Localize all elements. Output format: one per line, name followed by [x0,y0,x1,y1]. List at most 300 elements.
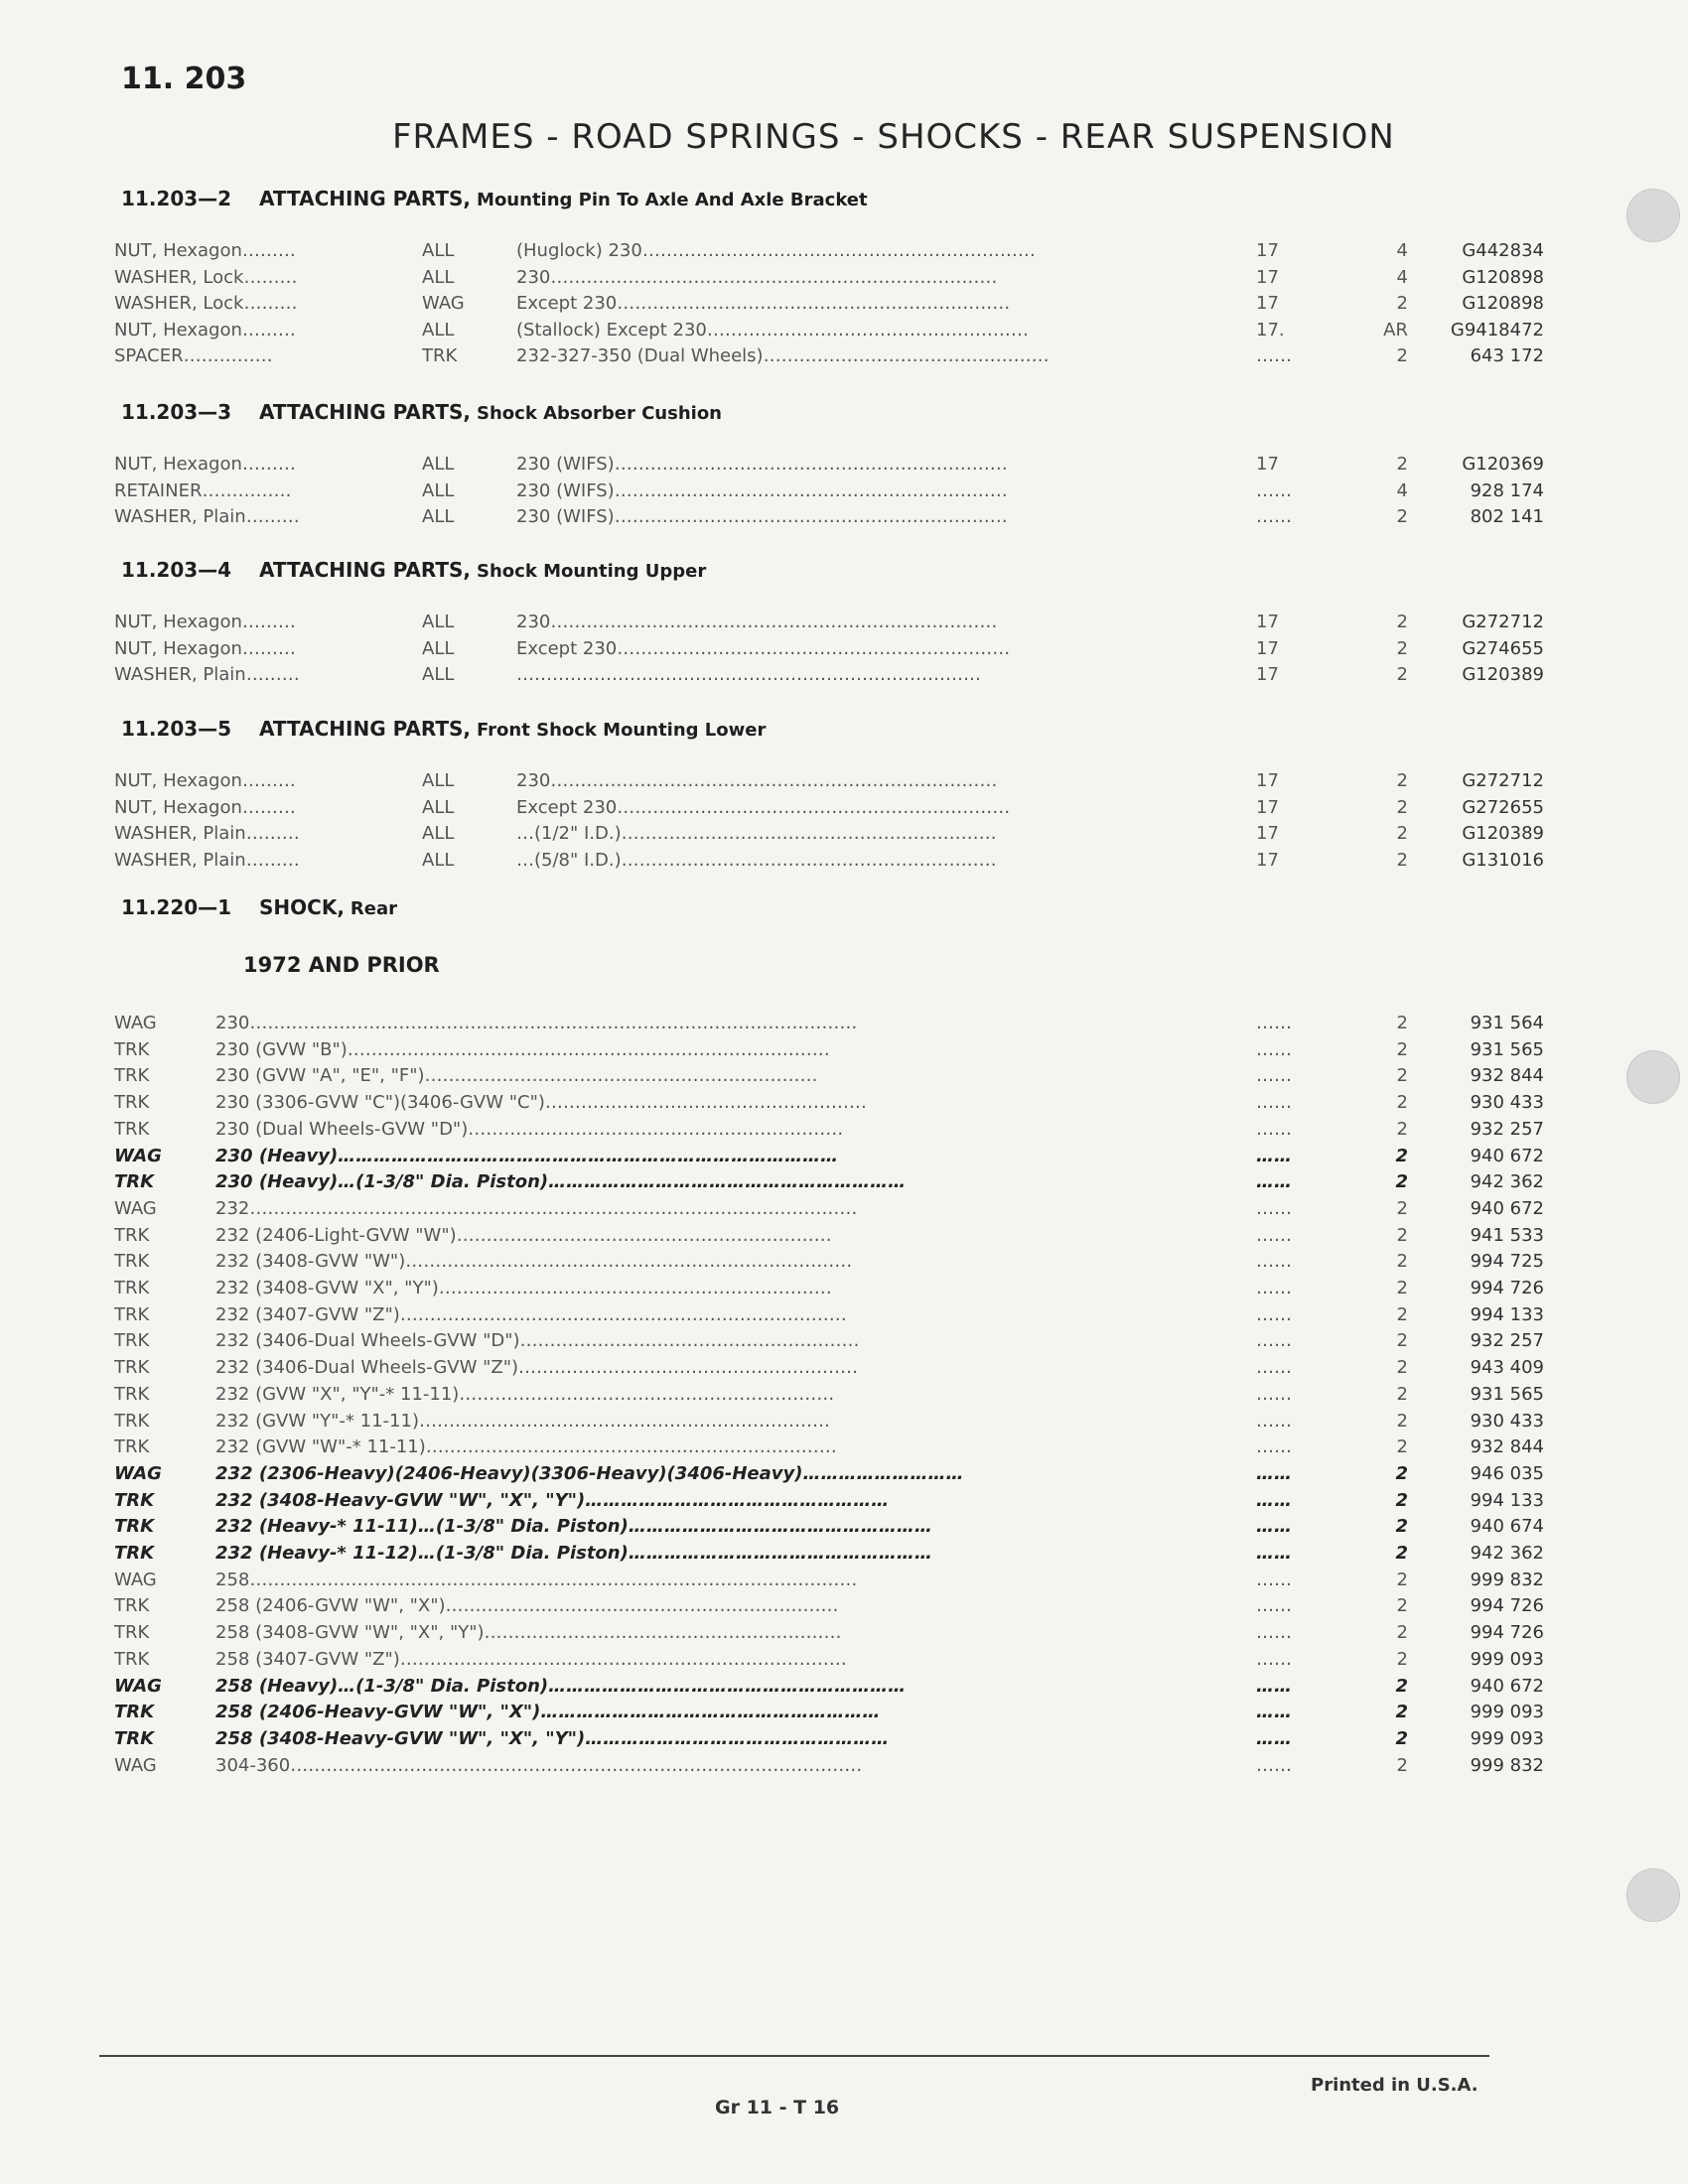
sub-header: 1972 AND PRIOR [243,953,440,977]
quantity: 2 [1396,823,1408,844]
quantity: 2 [1396,1410,1408,1432]
quantity: AR [1383,319,1408,341]
model-code: TRK [114,1171,155,1193]
quantity: 2 [1396,1357,1408,1379]
section-label: ATTACHING PARTS, [259,717,472,741]
shock-row [114,1489,1544,1516]
part-number: G120369 [1462,454,1544,475]
shock-description: 258………………………………………………………………………………………… [215,1569,858,1590]
part-number: 941 533 [1470,1224,1544,1246]
shock-description: 230 (Heavy)…(1-3/8" Dia. Piston)…………………………………………………… [215,1171,907,1193]
reference-dots: …… [1256,1065,1292,1087]
shock-description: 230 (Heavy)………………………………………………………………………… [215,1145,839,1166]
shock-row [114,1516,1544,1542]
page-number: 11. 203 [121,62,247,96]
part-name: NUT, Hexagon……… [114,454,296,475]
reference-dots: …… [1256,1171,1292,1193]
model-code: ALL [422,823,455,844]
model-code: TRK [114,1648,150,1670]
quantity: 2 [1396,1754,1408,1776]
part-number: 999 093 [1470,1702,1544,1723]
quantity: 2 [1396,345,1408,366]
section-number: 11.203—5 [121,717,232,741]
model-code: TRK [114,1595,150,1617]
part-number: 999 093 [1470,1727,1544,1749]
shock-row [114,1038,1544,1065]
model-code: ALL [422,849,455,871]
printed-in-label: Printed in U.S.A. [1311,2075,1478,2096]
part-name: WASHER, Plain……… [114,506,300,527]
model-code: ALL [422,796,455,818]
quantity: 2 [1395,1145,1408,1166]
part-number: 940 672 [1470,1197,1544,1219]
quantity: 2 [1396,637,1408,659]
part-description: Except 230………………………………………………………… [516,796,1011,818]
quantity: 2 [1396,1383,1408,1405]
part-number: 994 726 [1470,1595,1544,1617]
reference-number: 17 [1256,796,1279,818]
reference-number: …… [1256,479,1292,501]
shock-row [114,1013,1544,1038]
part-name: NUT, Hexagon……… [114,319,296,341]
section-label: ATTACHING PARTS, [259,558,472,582]
parts-row [114,849,1544,876]
part-number: G9418472 [1450,319,1544,341]
section-description: Mounting Pin To Axle And Axle Bracket [477,190,868,210]
shock-row [114,1543,1544,1569]
part-name: NUT, Hexagon……… [114,796,296,818]
part-description: …………………………………………………………………… [516,664,981,685]
shock-description: 258 (3407-GVW "Z")………………………………………………………………… [215,1648,847,1670]
shock-row [114,1145,1544,1171]
shock-row [114,1595,1544,1621]
part-name: NUT, Hexagon……… [114,770,296,791]
quantity: 4 [1396,479,1408,501]
model-code: TRK [114,1251,150,1273]
quantity: 2 [1396,1436,1408,1458]
quantity: 2 [1396,612,1408,632]
part-number: 994 726 [1470,1278,1544,1298]
section-number: 11.203—4 [121,558,232,582]
reference-dots: …… [1256,1436,1292,1458]
reference-dots: …… [1256,1622,1292,1644]
quantity: 2 [1396,1065,1408,1087]
part-name: SPACER…………… [114,345,273,366]
part-number: G120898 [1462,266,1544,288]
quantity: 2 [1395,1462,1408,1484]
part-name: WASHER, Plain……… [114,664,300,685]
part-number: G274655 [1462,637,1544,659]
section-number: 11.220—1 [121,895,232,919]
reference-dots: …… [1256,1410,1292,1432]
reference-dots: …… [1256,1516,1292,1538]
model-code: WAG [114,1197,157,1219]
part-name: NUT, Hexagon……… [114,637,296,659]
model-code: TRK [114,1118,150,1140]
parts-row [114,266,1544,293]
reference-dots: …… [1256,1224,1292,1246]
parts-row [114,479,1544,506]
shock-row [114,1251,1544,1277]
model-code: TRK [114,1410,150,1432]
shock-row [114,1383,1544,1410]
parts-row [114,770,1544,796]
quantity: 2 [1396,770,1408,791]
part-description: 232-327-350 (Dual Wheels)………………………………………… [516,345,1050,366]
shock-description: 232 (2406-Light-GVW "W")……………………………………………………… [215,1224,832,1246]
reference-dots: …… [1256,1357,1292,1379]
shock-row [114,1278,1544,1303]
quantity: 2 [1396,664,1408,685]
section-number: 11.203—2 [121,187,232,210]
shock-description: 232 (3406-Dual Wheels-GVW "D")………………………………………………… [215,1330,860,1352]
section-description: Front Shock Mounting Lower [477,720,767,741]
shock-row [114,1675,1544,1702]
reference-dots: …… [1256,1303,1292,1325]
part-number: 994 726 [1470,1622,1544,1644]
part-number: G120389 [1462,664,1544,685]
reference-number: 17 [1256,637,1279,659]
part-name: NUT, Hexagon……… [114,612,296,632]
part-description: …(1/2" I.D.)……………………………………………………… [516,823,997,844]
quantity: 2 [1396,796,1408,818]
part-number: G272655 [1462,796,1544,818]
part-number: 931 565 [1470,1383,1544,1405]
shock-row [114,1357,1544,1383]
part-number: 930 433 [1470,1410,1544,1432]
shock-description: 232 (GVW "W"-* 11-11)…………………………………………………………… [215,1436,837,1458]
model-code: ALL [422,506,455,527]
quantity: 2 [1395,1543,1408,1564]
section-header [121,895,397,919]
reference-number: 17 [1256,454,1279,475]
part-number: 999 832 [1470,1754,1544,1776]
model-code: ALL [422,770,455,791]
section-header [121,717,766,741]
shock-row [114,1569,1544,1595]
shock-description: 232 (Heavy-* 11-12)…(1-3/8" Dia. Piston)…………………………………………… [215,1543,932,1564]
model-code: TRK [114,1330,150,1352]
group-page-label: Gr 11 - T 16 [715,2097,840,2118]
shock-description: 230………………………………………………………………………………………… [215,1013,858,1033]
part-number: 940 674 [1470,1516,1544,1538]
shock-description: 232 (3407-GVW "Z")………………………………………………………………… [215,1303,847,1325]
shock-row [114,1330,1544,1356]
quantity: 4 [1396,240,1408,261]
part-number: 994 133 [1470,1489,1544,1511]
parts-row [114,454,1544,479]
footer-rule [99,2055,1489,2057]
parts-row [114,796,1544,823]
quantity: 2 [1396,1648,1408,1670]
part-number: 942 362 [1470,1543,1544,1564]
part-number: 932 844 [1470,1436,1544,1458]
quantity: 2 [1395,1727,1408,1749]
model-code: TRK [114,1543,155,1564]
model-code: TRK [114,1622,150,1644]
parts-row [114,319,1544,345]
part-number: 932 257 [1470,1330,1544,1352]
reference-dots: …… [1256,1197,1292,1219]
shock-row [114,1462,1544,1489]
parts-row [114,293,1544,319]
shock-description: 258 (2406-Heavy-GVW "W", "X")………………………………………………… [215,1702,881,1723]
section-header [121,400,722,424]
shock-description: 232 (2306-Heavy)(2406-Heavy)(3306-Heavy)(3406-Heavy)……………………… [215,1462,964,1484]
quantity: 2 [1396,454,1408,475]
shock-row [114,1622,1544,1648]
part-number: 930 433 [1470,1092,1544,1114]
reference-dots: …… [1256,1092,1292,1114]
part-number: 931 564 [1470,1013,1544,1033]
part-number: 999 832 [1470,1569,1544,1590]
page-title: FRAMES - ROAD SPRINGS - SHOCKS - REAR SUSPENSION [392,117,1395,157]
shock-description: 258 (Heavy)…(1-3/8" Dia. Piston)…………………………………………………… [215,1675,907,1697]
model-code: WAG [114,1754,157,1776]
reference-number: 17 [1256,770,1279,791]
quantity: 2 [1396,1013,1408,1033]
quantity: 2 [1396,849,1408,871]
reference-number: 17 [1256,823,1279,844]
reference-number: 17 [1256,266,1279,288]
punch-hole-top [1626,189,1680,242]
model-code: TRK [114,1516,155,1538]
model-code: TRK [114,1436,150,1458]
model-code: TRK [114,1303,150,1325]
shock-row [114,1065,1544,1091]
section-description: Shock Mounting Upper [477,561,707,582]
parts-row [114,612,1544,637]
shock-row [114,1303,1544,1330]
quantity: 4 [1396,266,1408,288]
quantity: 2 [1396,1622,1408,1644]
punch-hole-bottom [1626,1868,1680,1922]
model-code: WAG [114,1013,157,1033]
quantity: 2 [1396,1197,1408,1219]
quantity: 2 [1396,1595,1408,1617]
quantity: 2 [1395,1489,1408,1511]
model-code: TRK [114,1092,150,1114]
part-number: 932 844 [1470,1065,1544,1087]
section-header [121,558,706,582]
parts-row [114,664,1544,690]
reference-number: 17 [1256,240,1279,261]
parts-row [114,506,1544,532]
parts-row [114,637,1544,664]
quantity: 2 [1395,1516,1408,1538]
section-number: 11.203—3 [121,400,232,424]
reference-dots: …… [1256,1145,1292,1166]
reference-dots: …… [1256,1383,1292,1405]
part-number: 999 093 [1470,1648,1544,1670]
model-code: WAG [422,293,465,314]
shock-description: 232 (GVW "Y"-* 11-11)…………………………………………………………… [215,1410,830,1432]
quantity: 2 [1396,1224,1408,1246]
parts-row [114,823,1544,849]
part-name: WASHER, Plain……… [114,849,300,871]
shock-row [114,1702,1544,1727]
part-name: RETAINER…………… [114,479,292,501]
shock-row [114,1197,1544,1224]
section-label: ATTACHING PARTS, [259,187,472,210]
part-number: G120898 [1462,293,1544,314]
part-description: 230………………………………………………………………… [516,266,998,288]
reference-dots: …… [1256,1727,1292,1749]
parts-row [114,345,1544,371]
model-code: ALL [422,479,455,501]
reference-number: 17. [1256,319,1285,341]
shock-row [114,1224,1544,1251]
shock-row [114,1092,1544,1118]
part-number: 940 672 [1470,1675,1544,1697]
shock-description: 232 (3408-GVW "W")………………………………………………………………… [215,1251,853,1273]
shock-row [114,1171,1544,1197]
part-number: G272712 [1462,612,1544,632]
model-code: TRK [114,1702,155,1723]
part-number: 940 672 [1470,1145,1544,1166]
quantity: 2 [1396,1038,1408,1060]
shock-description: 230 (Dual Wheels-GVW "D")……………………………………………………… [215,1118,844,1140]
shock-description: 230 (GVW "B")……………………………………………………………………… [215,1038,830,1060]
quantity: 2 [1396,1330,1408,1352]
section-label: ATTACHING PARTS, [259,400,472,424]
shock-description: 230 (3306-GVW "C")(3406-GVW "C")……………………………………………… [215,1092,867,1114]
part-number: 946 035 [1470,1462,1544,1484]
shock-description: 258 (2406-GVW "W", "X")………………………………………………………… [215,1595,839,1617]
model-code: ALL [422,612,455,632]
model-code: ALL [422,266,455,288]
reference-dots: …… [1256,1462,1292,1484]
model-code: WAG [114,1675,162,1697]
quantity: 2 [1396,1569,1408,1590]
part-description: …(5/8" I.D.)……………………………………………………… [516,849,997,871]
shock-description: 232………………………………………………………………………………………… [215,1197,858,1219]
quantity: 2 [1396,1092,1408,1114]
shock-description: 230 (GVW "A", "E", "F")………………………………………………………… [215,1065,818,1087]
part-number: 932 257 [1470,1118,1544,1140]
reference-number: …… [1256,506,1292,527]
section-description: Shock Absorber Cushion [477,403,722,424]
quantity: 2 [1395,1702,1408,1723]
shock-row [114,1410,1544,1436]
part-number: G131016 [1462,849,1544,871]
model-code: ALL [422,664,455,685]
reference-dots: …… [1256,1013,1292,1033]
part-number: G272712 [1462,770,1544,791]
model-code: WAG [114,1462,162,1484]
quantity: 2 [1396,293,1408,314]
model-code: TRK [114,1224,150,1246]
quantity: 2 [1396,506,1408,527]
part-description: 230………………………………………………………………… [516,770,998,791]
reference-dots: …… [1256,1595,1292,1617]
reference-dots: …… [1256,1251,1292,1273]
reference-dots: …… [1256,1118,1292,1140]
quantity: 2 [1395,1675,1408,1697]
part-description: (Huglock) 230………………………………………………………… [516,240,1036,261]
reference-number: …… [1256,345,1292,366]
section-description: Rear [350,898,398,919]
quantity: 2 [1395,1171,1408,1193]
section-header [121,187,868,210]
shock-row [114,1727,1544,1754]
model-code: WAG [114,1569,157,1590]
model-code: ALL [422,454,455,475]
reference-number: 17 [1256,849,1279,871]
reference-dots: …… [1256,1543,1292,1564]
part-number: 994 133 [1470,1303,1544,1325]
part-number: 928 174 [1470,479,1544,501]
shock-description: 232 (3408-GVW "X", "Y")………………………………………………………… [215,1278,832,1298]
part-number: 931 565 [1470,1038,1544,1060]
reference-dots: …… [1256,1675,1292,1697]
reference-dots: …… [1256,1489,1292,1511]
shock-description: 232 (3408-Heavy-GVW "W", "X", "Y")…………………………………………… [215,1489,890,1511]
reference-number: 17 [1256,293,1279,314]
shock-description: 258 (3408-Heavy-GVW "W", "X", "Y")…………………………………………… [215,1727,890,1749]
model-code: ALL [422,637,455,659]
model-code: WAG [114,1145,162,1166]
part-number: 943 409 [1470,1357,1544,1379]
reference-number: 17 [1256,664,1279,685]
reference-dots: …… [1256,1278,1292,1298]
section-label: SHOCK, [259,895,345,919]
model-code: TRK [422,345,458,366]
model-code: TRK [114,1357,150,1379]
quantity: 2 [1396,1303,1408,1325]
model-code: TRK [114,1278,150,1298]
parts-row [114,240,1544,266]
part-description: 230………………………………………………………………… [516,612,998,632]
part-number: 802 141 [1470,506,1544,527]
shock-description: 232 (Heavy-* 11-11)…(1-3/8" Dia. Piston)…………………………………………… [215,1516,932,1538]
model-code: TRK [114,1383,150,1405]
reference-dots: …… [1256,1038,1292,1060]
part-description: (Stallock) Except 230……………………………………………… [516,319,1029,341]
part-description: Except 230………………………………………………………… [516,637,1011,659]
part-description: 230 (WIFS)………………………………………………………… [516,454,1008,475]
part-number: G120389 [1462,823,1544,844]
model-code: TRK [114,1038,150,1060]
model-code: TRK [114,1727,155,1749]
part-number: G442834 [1462,240,1544,261]
quantity: 2 [1396,1251,1408,1273]
part-name: WASHER, Lock……… [114,266,298,288]
part-name: WASHER, Plain……… [114,823,300,844]
reference-dots: …… [1256,1702,1292,1723]
shock-row [114,1754,1544,1781]
shock-description: 232 (GVW "X", "Y"-* 11-11)……………………………………………………… [215,1383,835,1405]
reference-dots: …… [1256,1754,1292,1776]
shock-description: 232 (3406-Dual Wheels-GVW "Z")………………………………………………… [215,1357,859,1379]
part-description: Except 230………………………………………………………… [516,293,1011,314]
model-code: TRK [114,1489,155,1511]
part-number: 643 172 [1470,345,1544,366]
shock-description: 304-360…………………………………………………………………………………… [215,1754,863,1776]
punch-hole-middle [1626,1050,1680,1104]
shock-row [114,1436,1544,1462]
model-code: ALL [422,319,455,341]
shock-row [114,1118,1544,1145]
reference-dots: …… [1256,1569,1292,1590]
shock-description: 258 (3408-GVW "W", "X", "Y")…………………………………………………… [215,1622,842,1644]
quantity: 2 [1396,1278,1408,1298]
part-name: WASHER, Lock……… [114,293,298,314]
part-description: 230 (WIFS)………………………………………………………… [516,506,1008,527]
shock-row [114,1648,1544,1675]
part-number: 994 725 [1470,1251,1544,1273]
reference-number: 17 [1256,612,1279,632]
